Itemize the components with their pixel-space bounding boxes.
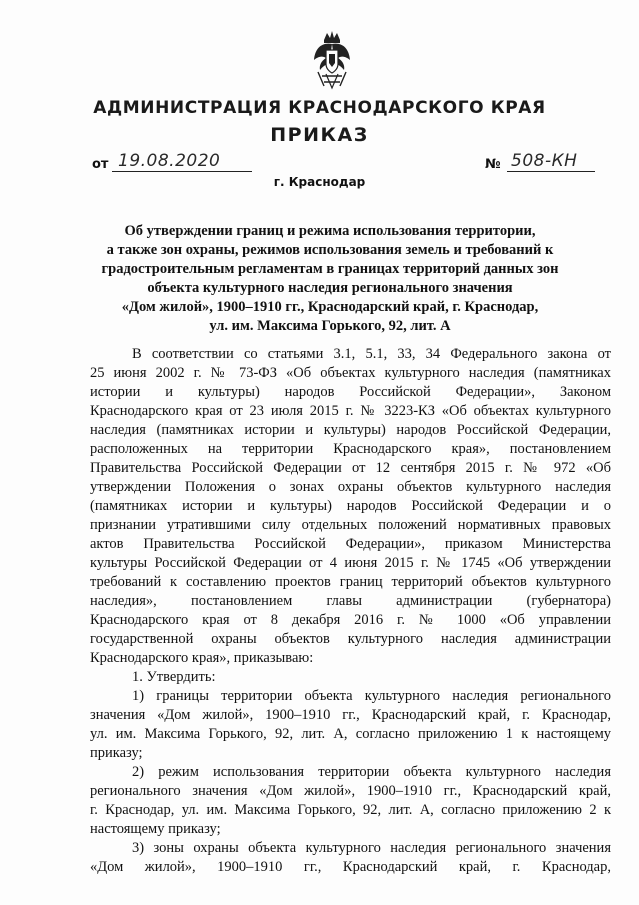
title-line: «Дом жилой», 1900–1910 гг., Краснодарский край, г. Краснодар, xyxy=(121,299,539,315)
preamble-paragraph xyxy=(90,345,611,668)
item-1-2-paragraph xyxy=(90,763,611,839)
body-line: требований к составлению проектов границ территорий объектов культурного xyxy=(90,574,611,590)
body-line: настоящему приказу; xyxy=(90,821,221,837)
date-value: 19.08.2020 xyxy=(118,151,221,171)
date-label: от xyxy=(92,157,109,172)
number-label: № xyxy=(485,157,501,172)
body-line: значения «Дом жилой», 1900–1910 гг., Краснодарский край, г. Краснодар, xyxy=(90,707,611,723)
body-line: наследия (памятниках истории и культуры) народов Российской Федерации, xyxy=(90,422,611,438)
date-underline xyxy=(112,171,252,172)
body-line: приказу; xyxy=(90,745,143,761)
body-line: 25 июня 2002 г. № 73-ФЗ «Об объектах культурного наследия (памятниках xyxy=(90,365,611,381)
city-name: г. Краснодар xyxy=(273,175,366,189)
item-1-1-paragraph xyxy=(90,687,611,763)
body-line: В соответствии со статьями 3.1, 5.1, 33, 34 Федерального закона от xyxy=(132,346,611,362)
body-line: «Дом жилой», 1900–1910 гг., Краснодарский край, г. Краснодар, xyxy=(90,859,611,875)
number-field xyxy=(485,150,595,174)
body-line: истории и культуры) народов Российской Федерации», Законом xyxy=(90,384,611,400)
title-line: объекта культурного наследия регионального значения xyxy=(147,280,513,296)
body-line: ул. им. Максима Горького, 92, лит. А, согласно приложению 1 к настоящему xyxy=(90,726,611,742)
title-line: градостроительным регламентам в границах территорий данных зон xyxy=(101,261,559,277)
body-line: 1) границы территории объекта культурного наследия регионального xyxy=(132,688,611,704)
body-line: культуры Российской Федерации от 4 июня 2015 г. № 1745 «Об утверждении xyxy=(90,555,611,571)
body-line: Краснодарского края от 8 декабря 2016 г. № 1000 «Об управлении xyxy=(90,612,611,628)
body-line: наследия», постановлением главы администрации (губернатора) xyxy=(90,593,611,609)
document-type: ПРИКАЗ xyxy=(270,124,369,146)
body-line: (памятниках истории и культуры) народов Российской Федерации и о xyxy=(90,498,611,514)
organization-name: АДМИНИСТРАЦИЯ КРАСНОДАРСКОГО КРАЯ xyxy=(93,98,546,118)
body-line: регионального значения «Дом жилой», 1900–1910 гг., Краснодарский край, xyxy=(90,783,611,799)
krasnodar-coat-of-arms-icon xyxy=(312,30,352,90)
body-line: государственной охраны объектов культурного наследия администрации xyxy=(90,631,611,647)
number-underline xyxy=(507,171,595,172)
item-1-3-paragraph xyxy=(90,839,611,877)
body-line: 2) режим использования территории объекта культурного наследия xyxy=(132,764,611,780)
title-line: Об утверждении границ и режима использования территории, xyxy=(124,223,536,239)
body-line: актов Правительства Российской Федерации», приказом Министерства xyxy=(90,536,611,552)
title-line: ул. им. Максима Горького, 92, лит. А xyxy=(209,318,451,334)
date-field xyxy=(92,150,252,174)
body-line: расположенных на территории Краснодарского края», постановлением xyxy=(90,441,611,457)
body-line: Краснодарского края», приказываю: xyxy=(90,650,314,666)
number-value: 508-КН xyxy=(511,151,578,171)
document-title xyxy=(100,222,560,336)
body-line: Краснодарского края от 23 июля 2015 г. № 3223-КЗ «Об объектах культурного xyxy=(90,403,611,419)
body-line: г. Краснодар, ул. им. Максима Горького, 92, лит. А, согласно приложению 2 к xyxy=(90,802,611,818)
body-line: Правительства Российской Федерации от 12 сентября 2015 г. № 972 «Об xyxy=(90,460,611,476)
title-line: а также зон охраны, режимов использования земель и требований к xyxy=(106,242,554,258)
item-1-heading: 1. Утвердить: xyxy=(132,669,216,685)
body-line: 3) зоны охраны объекта культурного наследия регионального значения xyxy=(132,840,611,856)
body-line: утверждении Положения о зонах охраны объектов культурного наследия xyxy=(90,479,611,495)
document-body xyxy=(90,345,611,877)
body-line: признании утратившими силу отдельных положений нормативных правовых xyxy=(90,517,611,533)
